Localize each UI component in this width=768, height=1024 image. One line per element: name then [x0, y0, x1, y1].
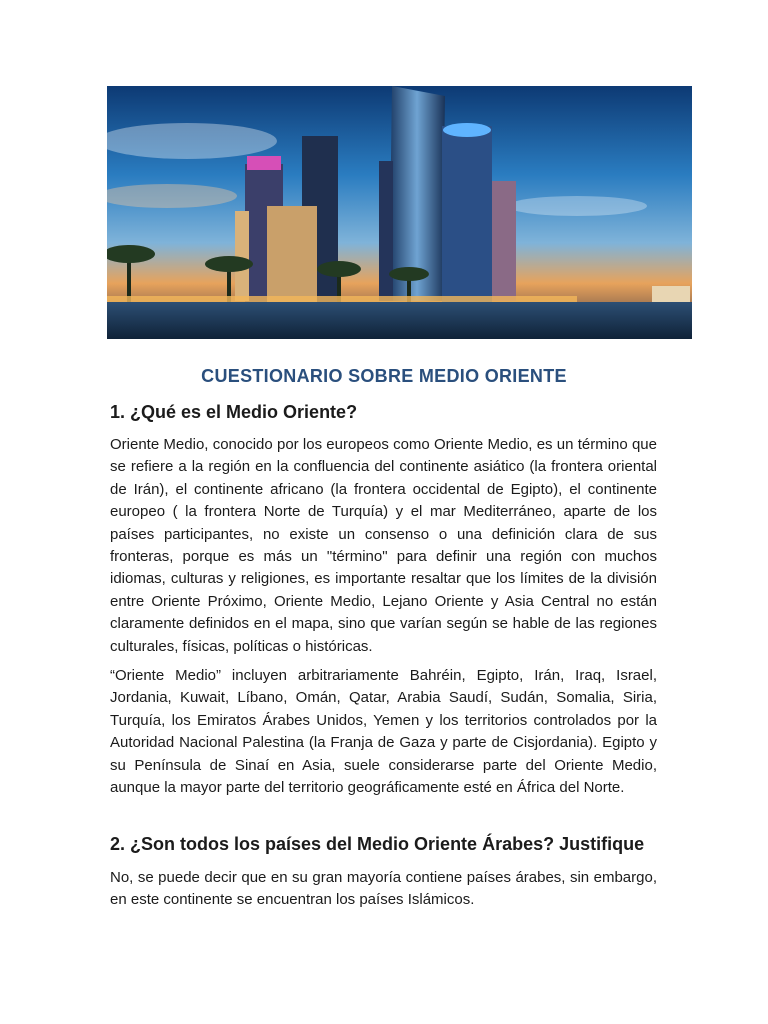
question-1-heading: 1. ¿Qué es el Medio Oriente?: [110, 402, 358, 422]
answer-1-paragraph-2: “Oriente Medio” incluyen arbitrariamente Bahréin, Egipto, Irán, Iraq, Israel, Jordania, Kuwait, Líbano, Omán, Qatar, Arabia Saudí, Sudán, Somalia, Siria, Turquía, los Emiratos Árabes Unidos, Yemen y los territorios controlados por la Autoridad Nacional Palestina (la Franja de Gaza y parte de Cisjordania). Egipto y su Península de Sinaí en Asia, suele considerarse parte del Oriente Medio, aunque la mayor parte del territorio geográficamente esté en África del Norte.: [110, 667, 657, 797]
answer-1-paragraph-1: Oriente Medio, conocido por los europeos como Oriente Medio, es un término que se refiere a la región en la confluencia del continente asiático (la frontera oriental de Irán), el continente africano (la frontera occidental de Egipto), el continente europeo ( la frontera Norte de Turquía) y el mar Mediterráneo, aparte de los países participantes, no existe un consenso o una definición clara de sus fronteras, porque es más un "término" para definir una región con muchos idiomas, culturas y religiones, es importante resaltar que los límites de la división entre Oriente Próximo, Oriente Medio, Lejano Oriente y Asia Central no están claramente definidos en el mapa, sino que varían según se hable de las regiones culturales, físicas, políticas o históricas.: [110, 436, 657, 655]
city-skyline-photo: [107, 86, 692, 339]
answer-2-paragraph: No, se puede decir que en su gran mayoría contiene países árabes, sin embargo, en este continente se encuentran los países Islámicos.: [110, 869, 657, 909]
document-title: CUESTIONARIO SOBRE MEDIO ORIENTE: [201, 366, 567, 386]
question-2-heading: 2. ¿Son todos los países del Medio Oriente Árabes? Justifique: [110, 834, 645, 854]
skyline-illustration: [107, 86, 692, 339]
